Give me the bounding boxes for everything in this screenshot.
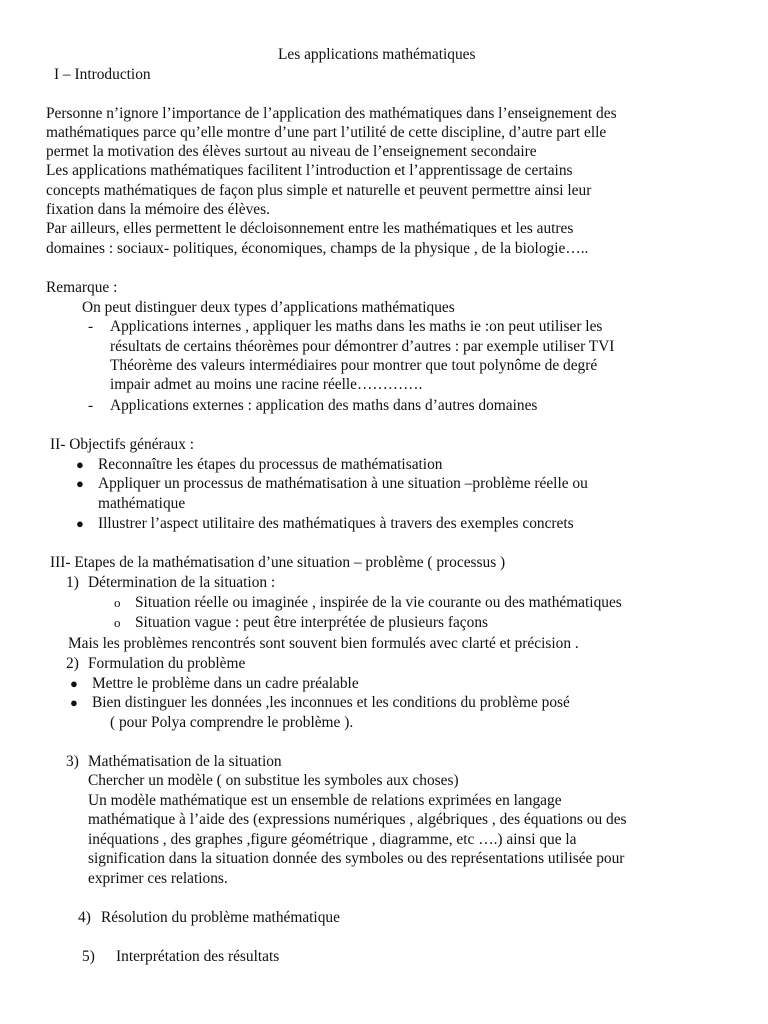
list-item-line: mathématique: [98, 495, 186, 512]
section-heading-introduction: I – Introduction: [54, 66, 151, 83]
description-line: signification dans la situation donnée des symboles ou des représentations utilisée pour: [88, 850, 625, 867]
intro-line: permet la motivation des élèves surtout au niveau de l’enseignement secondaire: [46, 143, 537, 160]
intro-line: concepts mathématiques de façon plus simple et naturelle et peuvent permettre ainsi leur: [46, 182, 592, 199]
description-line: exprimer ces relations.: [88, 870, 228, 887]
bullet-dot: ●: [70, 695, 78, 710]
list-item: Appliquer un processus de mathématisation à une situation –problème réelle ou: [98, 475, 588, 492]
page-title: Les applications mathématiques: [278, 46, 476, 63]
section-heading-objectifs: II- Objectifs généraux :: [50, 436, 195, 453]
circle-bullet: o: [114, 615, 121, 630]
bullet-dot: ●: [70, 676, 78, 691]
intro-line: domaines : sociaux- politiques, économiques, champs de la physique , de la biologie…..: [46, 240, 589, 257]
list-item: Applications internes , appliquer les maths dans les maths ie :on peut utiliser les: [110, 318, 603, 335]
bullet-dot: ●: [76, 516, 84, 531]
remarque-intro: On peut distinguer deux types d’applications mathématiques: [82, 299, 455, 316]
list-item-line: ( pour Polya comprendre le problème ).: [110, 714, 354, 731]
model-line: Chercher un modèle ( on substitue les symboles aux choses): [88, 772, 459, 789]
list-item: Illustrer l’aspect utilitaire des mathématiques à travers des exemples concrets: [98, 515, 574, 532]
section-heading-etapes: III- Etapes de la mathématisation d’une situation – problème ( processus ): [50, 554, 506, 571]
intro-line: Par ailleurs, elles permettent le décloisonnement entre les mathématiques et les autres: [46, 220, 574, 237]
list-item: Mettre le problème dans un cadre préalable: [92, 675, 359, 692]
description-line: inéquations , des graphes ,figure géométrique , diagramme, etc ….) ainsi que la: [88, 831, 577, 848]
dash-bullet: -: [88, 318, 94, 335]
description-line: Un modèle mathématique est un ensemble de relations exprimées en langage: [88, 792, 562, 809]
list-item: Applications externes : application des maths dans d’autres domaines: [110, 397, 538, 414]
bullet-dot: ●: [76, 457, 84, 472]
sub-item: Situation vague : peut être interprétée de plusieurs façons: [135, 614, 489, 631]
intro-line: mathématiques parce qu’elle montre d’une part l’utilité de cette discipline, d’autre part elle: [46, 124, 607, 141]
step-label: Interprétation des résultats: [116, 948, 280, 965]
remarque-label: Remarque :: [46, 279, 118, 296]
intro-line: Personne n’ignore l’importance de l’application des mathématiques dans l’enseignement des: [46, 105, 617, 122]
step-number: 3): [66, 753, 79, 770]
step-label: Résolution du problème mathématique: [101, 909, 340, 926]
circle-bullet: o: [114, 595, 121, 610]
list-item-line: impair admet au moins une racine réelle………….: [110, 376, 423, 393]
dash-bullet: -: [88, 397, 94, 414]
list-item: Bien distinguer les données ,les inconnues et les conditions du problème posé: [92, 694, 570, 711]
step-number: 4): [78, 909, 91, 926]
bullet-dot: ●: [76, 476, 84, 491]
list-item: Reconnaître les étapes du processus de mathématisation: [98, 456, 443, 473]
step-number: 1): [66, 574, 79, 591]
step-label: Mathématisation de la situation: [88, 753, 282, 770]
list-item-line: Théorème des valeurs intermédiaires pour montrer que tout polynôme de degré: [110, 357, 598, 374]
step-label: Formulation du problème: [88, 655, 246, 672]
intro-line: fixation dans la mémoire des élèves.: [46, 201, 270, 218]
sub-item: Situation réelle ou imaginée , inspirée de la vie courante ou des mathématiques: [135, 594, 622, 611]
step-label: Détermination de la situation :: [88, 574, 276, 591]
list-item-line: résultats de certains théorèmes pour démontrer d’autres : par exemple utiliser TVI: [110, 338, 615, 355]
step-number: 2): [66, 655, 79, 672]
step-number: 5): [82, 948, 95, 965]
intro-line: Les applications mathématiques facilitent l’introduction et l’apprentissage de certains: [46, 162, 573, 179]
step1-note: Mais les problèmes rencontrés sont souvent bien formulés avec clarté et précision .: [68, 635, 579, 652]
description-line: mathématique à l’aide des (expressions numériques , algébriques , des équations ou des: [88, 811, 627, 828]
